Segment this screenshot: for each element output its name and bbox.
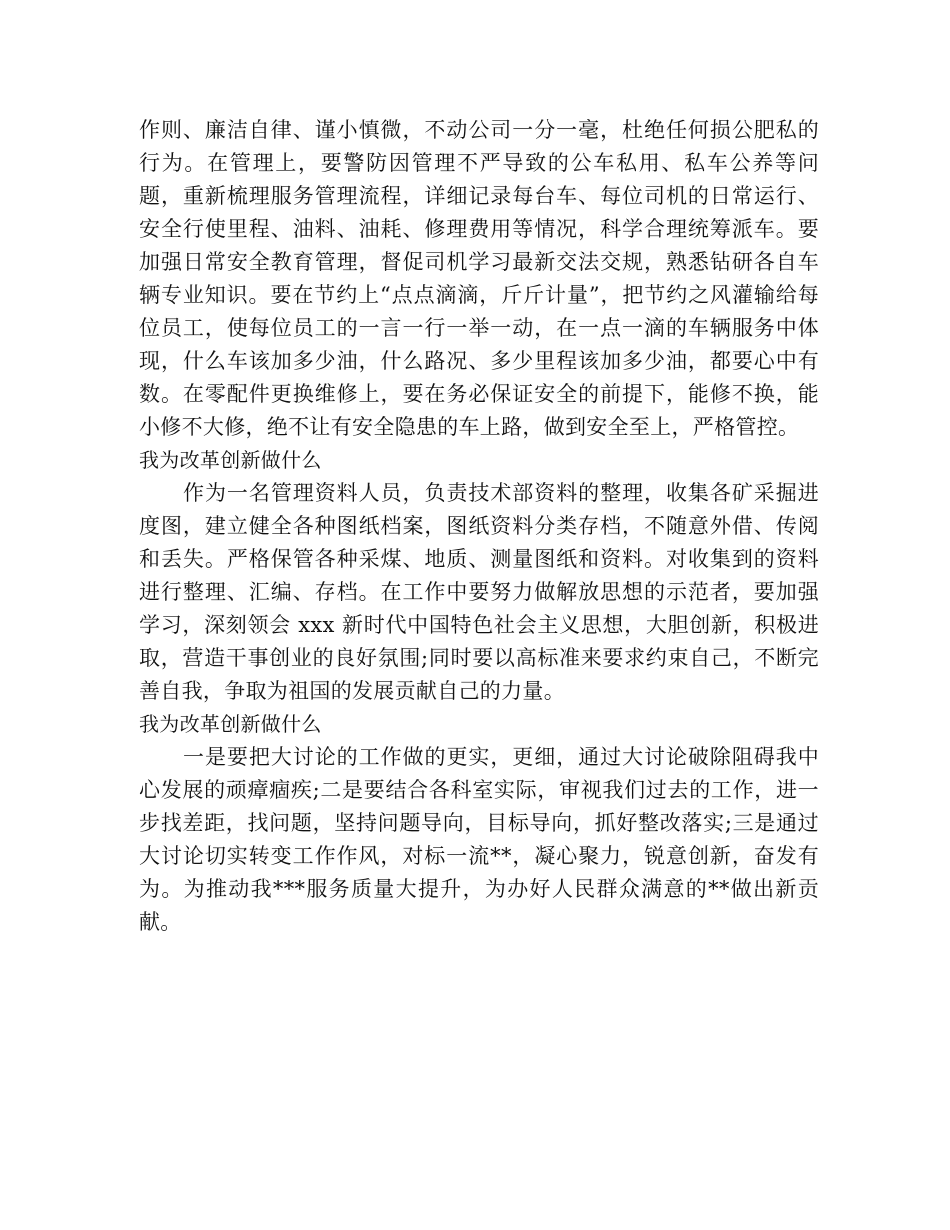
- paragraph-data-management: 作为一名管理资料人员，负责技术部资料的整理，收集各矿采掘进度图，建立健全各种图纸档案，图纸资料分类存档，不随意外借、传阅和丢失。严格保管各种采煤、地质、测量图纸和资料。对收集到的资料进行整理、汇编、存档。在工作中要努力做解放思想的示范者，要加强学习，深刻领会 xxx 新时代中国特色社会主义思想，大胆创新，积极进取，营造干事创业的良好氛围;同时要以高标准来要求约束自己，不断完善自我，争取为祖国的发展贡献自己的力量。: [139, 481, 819, 703]
- paragraph-discussion-goals: 一是要把大讨论的工作做的更实，更细，通过大讨论破除阻碍我中心发展的顽瘴痼疾;二是要结合各科室实际，审视我们过去的工作，进一步找差距，找问题，坚持问题导向，目标导向，抓好整改落实;三是通过大讨论切实转变工作作风，对标一流**，凝心聚力，锐意创新，奋发有为。为推动我***服务质量大提升，为办好人民群众满意的**做出新贡献。: [139, 745, 819, 934]
- section-heading-2: 我为改革创新做什么: [139, 712, 322, 736]
- document-body: [139, 114, 819, 939]
- section-heading-1: 我为改革创新做什么: [139, 448, 322, 472]
- paragraph-vehicle-management: 作则、廉洁自律、谨小慎微，不动公司一分一毫，杜绝任何损公肥私的行为。在管理上，要警防因管理不严导致的公车私用、私车公养等问题，重新梳理服务管理流程，详细记录每台车、每位司机的日常运行、安全行使里程、油料、油耗、修理费用等情况，科学合理统筹派车。要加强日常安全教育管理，督促司机学习最新交法交规，熟悉钻研各自车辆专业知识。要在节约上“点点滴滴，斤斤计量”，把节约之风灌输给每位员工，使每位员工的一言一行一举一动，在一点一滴的车辆服务中体现，什么车该加多少油，什么路况、多少里程该加多少油，都要心中有数。在零配件更换维修上，要在务必保证安全的前提下，能修不换，能小修不大修，绝不让有安全隐患的车上路，做到安全至上，严格管控。: [139, 118, 819, 439]
